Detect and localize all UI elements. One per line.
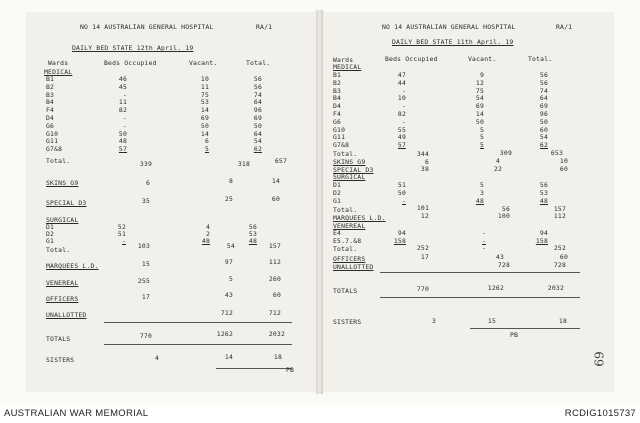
left-medical-row-total: 54 [253, 137, 262, 146]
left-medical-row-occupied: 46 [118, 75, 127, 83]
right-medical-row-total: 74 [539, 86, 548, 95]
right-medical-total-vac: 309 [499, 149, 512, 157]
right-medical-row-occupied: 49 [397, 133, 406, 142]
right-medical-row-total: 56 [539, 71, 548, 79]
left-medical-total-label: Total. [46, 157, 71, 165]
left-surgical-row-occupied: - [121, 237, 126, 245]
left-surgical-row-ward: G1 [46, 237, 55, 245]
left-medical-row-total: 56 [253, 82, 262, 91]
right-medical-total-tot: 653 [550, 149, 563, 157]
left-medical-row-total: 96 [253, 106, 262, 115]
right-surgical-row-occupied: 50 [397, 189, 406, 197]
right-wards-label: Wards [333, 56, 354, 64]
right-medical-row-vacant: 5 [479, 125, 484, 134]
right-medical-row-ward: G7&8 [333, 141, 350, 150]
right-unallotted-label: UNALLOTTED [333, 263, 374, 271]
left-surgical-row-vacant: 48 [201, 237, 210, 245]
left-venereal-vac: 5 [228, 275, 233, 283]
right-col-total: Total. [528, 55, 553, 63]
left-surgical-row-ward: D1 [46, 223, 55, 231]
left-medical-row-ward: G7&8 [46, 145, 63, 154]
left-medical-row-ward: B3 [46, 90, 55, 99]
right-venereal-total-vac: - [481, 244, 486, 252]
page-crease [316, 10, 323, 394]
left-medical-row-total: 74 [253, 90, 262, 99]
right-medical-row-total: 69 [539, 102, 548, 111]
right-surgical-row-ward: D2 [333, 189, 342, 197]
right-medical-row-vacant: 14 [475, 110, 484, 118]
left-col-total: Total. [246, 59, 271, 67]
left-surgical-row-occupied: 52 [117, 223, 126, 231]
right-skins-vac: 4 [495, 157, 500, 165]
left-officers-occ: 17 [141, 293, 150, 301]
left-hospital-title: NO 14 AUSTRALIAN GENERAL HOSPITAL [80, 23, 214, 31]
right-venereal-label: VENEREAL [333, 222, 366, 230]
right-surgical-row-ward: D1 [333, 181, 342, 189]
right-special-vac: 22 [493, 165, 502, 173]
left-col-vacant: Vacant. [189, 59, 218, 67]
right-surgical-row-vacant: 48 [475, 197, 484, 205]
left-medical-row-total: 64 [253, 98, 262, 107]
left-surgical-total-vac: 54 [226, 242, 235, 250]
footer-credit: AUSTRALIAN WAR MEMORIAL [4, 408, 149, 419]
right-venereal-total-label: Total. [333, 245, 358, 253]
left-medical-row-vacant: 11 [200, 82, 209, 91]
left-unallotted-tot: 712 [268, 309, 281, 317]
left-medical-row-vacant: 69 [200, 114, 209, 122]
left-medical-row-occupied: 82 [118, 106, 127, 115]
right-medical-row-vacant: 5 [479, 133, 484, 142]
left-skins-occ: 6 [145, 179, 150, 187]
right-unallotted-vac: 728 [497, 261, 510, 269]
left-medical-row-total: 56 [253, 75, 262, 83]
right-medical-row-vacant: 12 [475, 78, 484, 87]
right-medical-row-ward: B3 [333, 86, 342, 95]
right-surgical-total-occ: 101 [416, 204, 429, 212]
left-medical-row-vacant: 50 [200, 121, 209, 130]
handwritten-page-number [592, 340, 612, 376]
right-medical-row-total: 60 [539, 125, 548, 134]
left-medical-row-ward: B4 [46, 98, 55, 107]
left-surgical-row-vacant: 4 [205, 223, 210, 231]
right-officers-tot: 60 [559, 253, 568, 261]
left-medical-row-ward: G11 [46, 137, 59, 146]
right-unallotted-tot: 728 [553, 261, 566, 269]
left-state-title: DAILY BED STATE 12th April. 19 [72, 44, 194, 52]
right-surgical-row-total: 53 [539, 189, 548, 197]
right-marquees-occ: 12 [420, 212, 429, 220]
left-surgical-total-occ: 103 [137, 242, 150, 250]
left-sisters-rule [216, 368, 292, 369]
right-sisters-tot: 18 [558, 317, 567, 325]
left-medical-row-ward: F4 [46, 106, 55, 115]
right-medical-row-occupied: - [401, 86, 406, 95]
right-medical-row-ward: B4 [333, 94, 342, 103]
right-medical-row-occupied: 55 [397, 125, 406, 134]
left-totals-label: TOTALS [46, 335, 71, 343]
right-medical-row-total: 54 [539, 133, 548, 142]
left-medical-row-vacant: 6 [204, 137, 209, 146]
left-surgical-row-total: 53 [248, 230, 257, 238]
right-marquees-label: MARQUEES L.D. [333, 214, 386, 222]
right-venereal-row-occupied: 94 [397, 229, 406, 237]
left-surgical-total-tot: 157 [268, 242, 281, 250]
left-medical-total-occ: 339 [139, 160, 152, 168]
left-ref: RA/1 [256, 23, 273, 31]
right-medical-row-vacant: 50 [475, 117, 484, 126]
left-sisters-label: SISTERS [46, 356, 75, 364]
left-medical-row-vacant: 53 [200, 98, 209, 107]
left-medical-row-vacant: 14 [200, 106, 209, 115]
right-medical-row-occupied: 10 [397, 94, 406, 103]
right-special-label: SPECIAL D3 [333, 166, 374, 174]
right-surgical-label: SURGICAL [333, 173, 366, 181]
right-medical-label: MEDICAL [333, 63, 362, 71]
right-medical-row-vacant: 9 [479, 71, 484, 79]
right-medical-row-vacant: 54 [475, 94, 484, 103]
left-officers-vac: 43 [224, 291, 233, 299]
right-medical-row-occupied: 82 [397, 110, 406, 118]
left-medical-row-occupied: - [122, 121, 127, 130]
right-venereal-row-vacant: - [481, 237, 486, 245]
left-unallotted-vac: 712 [220, 309, 233, 317]
left-medical-row-occupied: 11 [118, 98, 127, 107]
left-medical-total-tot: 657 [274, 157, 287, 165]
left-venereal-occ: 255 [137, 277, 150, 285]
right-sisters-occ: 3 [431, 317, 436, 325]
left-sisters-occ: 4 [154, 354, 159, 362]
left-marquees-tot: 112 [268, 258, 281, 266]
left-wards-label: Wards [48, 59, 69, 67]
right-sisters-rule [470, 328, 580, 329]
right-marquees-vac: 100 [497, 212, 510, 220]
right-surgical-row-vacant: 5 [479, 181, 484, 189]
right-skins-label: SKINS G9 [333, 158, 366, 166]
right-ref: RA/1 [556, 23, 573, 31]
right-officers-occ: 17 [420, 253, 429, 261]
right-venereal-row-vacant: - [481, 229, 486, 237]
right-sisters-vac: 15 [487, 317, 496, 325]
right-medical-row-occupied: - [401, 102, 406, 111]
left-totals-tot: 2032 [268, 330, 285, 338]
left-venereal-label: VENEREAL [46, 279, 79, 287]
right-surgical-total-label: Total. [333, 206, 358, 214]
right-col-vacant: Vacant. [468, 55, 497, 63]
left-marquees-label: MARQUEES L.D. [46, 262, 99, 270]
left-skins-vac: 8 [228, 177, 233, 185]
right-medical-total-occ: 344 [416, 150, 429, 158]
right-surgical-row-occupied: - [401, 197, 406, 205]
right-skins-tot: 10 [559, 157, 568, 165]
right-totals-label: TOTALS [333, 287, 358, 295]
left-medical-row-ward: G6 [46, 121, 55, 130]
left-totals-vac: 1262 [216, 330, 233, 338]
left-medical-row-vacant: 14 [200, 129, 209, 138]
right-medical-total-label: Total. [333, 150, 358, 158]
right-surgical-row-ward: G1 [333, 197, 342, 205]
footer-catalog-id: RCDIG1015737 [564, 408, 636, 419]
right-sisters-label: SISTERS [333, 318, 362, 326]
left-surgical-label: SURGICAL [46, 216, 79, 224]
right-venereal-row-occupied: 158 [393, 237, 406, 245]
right-medical-row-ward: B2 [333, 78, 342, 87]
left-special-label: SPECIAL D3 [46, 199, 87, 207]
left-skins-label: SKINS G9 [46, 179, 79, 187]
right-surgical-row-total: 48 [539, 197, 548, 205]
left-unallotted-label: UNALLOTTED [46, 311, 87, 319]
right-medical-row-ward: G10 [333, 125, 346, 134]
left-medical-row-occupied: 50 [118, 129, 127, 138]
left-sisters-vac: 14 [224, 353, 233, 361]
right-officers-label: OFFICERS [333, 255, 366, 263]
right-surgical-row-vacant: 3 [479, 189, 484, 197]
left-totals-rule [104, 322, 292, 323]
left-medical-row-occupied: - [122, 90, 127, 99]
left-special-vac: 25 [224, 195, 233, 203]
right-medical-row-occupied: - [401, 117, 406, 126]
right-medical-row-occupied: 57 [397, 141, 406, 150]
right-medical-row-total: 64 [539, 94, 548, 103]
right-medical-row-total: 56 [539, 78, 548, 87]
left-medical-row-total: 64 [253, 129, 262, 138]
left-medical-row-vacant: 75 [200, 90, 209, 99]
right-surgical-row-total: 56 [539, 181, 548, 189]
right-col-occupied: Beds Occupied [385, 55, 438, 63]
left-medical-row-ward: B1 [46, 75, 55, 83]
right-special-tot: 60 [559, 165, 568, 173]
right-state-title: DAILY BED STATE 11th April. 19 [392, 38, 514, 46]
left-officers-label: OFFICERS [46, 295, 79, 303]
left-skins-tot: 14 [271, 177, 280, 185]
right-medical-row-vacant: 5 [479, 141, 484, 150]
left-medical-row-vacant: 10 [200, 75, 209, 83]
right-medical-row-ward: G11 [333, 133, 346, 142]
left-marquees-occ: 15 [141, 260, 150, 268]
left-medical-row-vacant: 5 [204, 145, 209, 154]
right-medical-row-total: 62 [539, 141, 548, 150]
right-medical-row-ward: G6 [333, 117, 342, 126]
left-medical-label: MEDICAL [44, 68, 73, 76]
left-venereal-tot: 260 [268, 275, 281, 283]
right-totals-rule [380, 272, 580, 273]
right-officers-vac: 43 [495, 253, 504, 261]
left-totals-rule-bottom [104, 344, 292, 345]
right-venereal-row-ward: E4 [333, 229, 342, 237]
left-medical-row-occupied: 48 [118, 137, 127, 146]
right-surgical-row-occupied: 51 [397, 181, 406, 189]
right-totals-vac: 1262 [487, 284, 504, 292]
right-medical-row-ward: F4 [333, 110, 342, 118]
right-venereal-row-total: 158 [535, 237, 548, 245]
left-surgical-row-occupied: 51 [117, 230, 126, 238]
left-medical-row-total: 62 [253, 145, 262, 154]
right-venereal-row-total: 94 [539, 229, 548, 237]
left-surgical-row-vacant: 2 [205, 230, 210, 238]
right-surgical-total-vac: 56 [501, 205, 510, 213]
right-skins-occ: 6 [424, 158, 429, 166]
right-medical-row-ward: B1 [333, 71, 342, 79]
left-surgical-total-label: Total. [46, 246, 71, 254]
right-hospital-title: NO 14 AUSTRALIAN GENERAL HOSPITAL [382, 23, 516, 31]
left-medical-row-ward: B2 [46, 82, 55, 91]
right-totals-tot: 2032 [547, 284, 564, 292]
right-medical-row-vacant: 69 [475, 102, 484, 111]
right-venereal-total-tot: 252 [553, 244, 566, 252]
left-medical-row-ward: D4 [46, 114, 55, 122]
right-marquees-tot: 112 [553, 212, 566, 220]
right-medical-row-occupied: 44 [397, 78, 406, 87]
left-totals-occ: 770 [139, 332, 152, 340]
right-totals-rule-bottom [380, 297, 580, 298]
right-venereal-total-occ: 252 [416, 244, 429, 252]
left-medical-row-occupied: 45 [118, 82, 127, 91]
right-venereal-row-ward: E5.7.&8 [333, 237, 362, 245]
left-special-tot: 60 [271, 195, 280, 203]
left-sisters-tot: 18 [273, 353, 282, 361]
right-medical-row-total: 96 [539, 110, 548, 118]
left-medical-row-ward: G10 [46, 129, 59, 138]
right-totals-occ: 770 [416, 285, 429, 293]
right-surgical-total-tot: 157 [553, 205, 566, 213]
left-special-occ: 35 [141, 197, 150, 205]
left-officers-tot: 60 [272, 291, 281, 299]
left-surgical-row-total: 56 [248, 223, 257, 231]
right-medical-row-ward: D4 [333, 102, 342, 111]
handwritten-page-number-text: 69 [592, 351, 607, 367]
left-marquees-vac: 97 [224, 258, 233, 266]
left-medical-total-vac: 318 [237, 160, 250, 168]
right-medical-row-vacant: 75 [475, 86, 484, 95]
left-medical-row-total: 50 [253, 121, 262, 130]
left-col-occupied: Beds Occupied [104, 59, 157, 67]
right-initials: PB [510, 331, 519, 339]
right-medical-row-total: 50 [539, 117, 548, 126]
left-medical-row-total: 69 [253, 114, 262, 122]
right-special-occ: 38 [420, 165, 429, 173]
left-medical-row-occupied: 57 [118, 145, 127, 154]
left-surgical-row-ward: D2 [46, 230, 55, 238]
left-initials: PB [286, 366, 295, 374]
left-medical-row-occupied: - [122, 114, 127, 122]
left-surgical-row-total: 48 [248, 237, 257, 245]
right-medical-row-occupied: 47 [397, 71, 406, 79]
